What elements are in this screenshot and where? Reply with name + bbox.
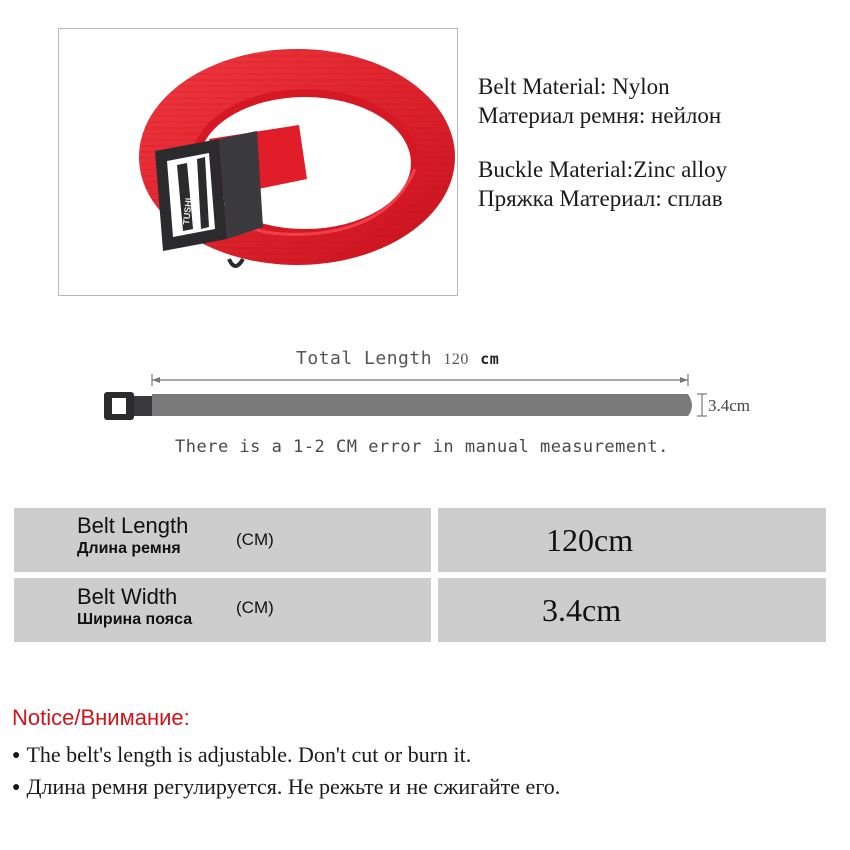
buckle-material-ru: Пряжка Материал: сплав — [478, 186, 723, 211]
spec-width-unit: (CM) — [236, 598, 274, 617]
buckle-material-en: Buckle Material:Zinc alloy — [478, 157, 728, 182]
width-measurement-label: 3.4cm — [708, 396, 751, 415]
belt-material-ru: Материал ремня: нейлон — [478, 103, 722, 128]
materials-info — [478, 72, 727, 213]
total-length-unit: cm — [480, 350, 500, 368]
spec-length-unit: (CM) — [236, 530, 274, 549]
measurement-error-note: There is a 1-2 CM error in manual measurement. — [175, 437, 669, 457]
diagram-buckle-icon — [104, 392, 152, 420]
total-length-label — [296, 348, 499, 369]
spec-length-label-cell — [14, 508, 431, 572]
spec-width-label-en: Belt Width — [77, 584, 178, 609]
notice-title: Notice/Внимание: — [12, 705, 190, 730]
spec-width-value: 3.4cm — [542, 592, 622, 628]
spec-width-label-ru: Ширина пояса — [77, 611, 193, 628]
total-length-value: 120 — [443, 351, 469, 368]
spec-length-value: 120cm — [546, 522, 634, 558]
total-length-text: Total Length — [296, 348, 433, 369]
belt-photo-illustration — [59, 29, 457, 295]
notice-text-ru: Длина ремня регулируется. Не режьте и не сжигайте его. — [26, 774, 561, 799]
bullet-icon: ● — [12, 748, 21, 763]
notice-line-ru — [12, 774, 560, 800]
spec-width-value-cell — [438, 578, 826, 642]
notice-line-en — [12, 742, 471, 768]
spec-length-label-ru: Длина ремня — [77, 540, 181, 557]
buckle-brand-text: TUSHI — [181, 197, 194, 226]
notice-text-en: The belt's length is adjustable. Don't cut or burn it. — [26, 742, 472, 767]
product-photo — [58, 28, 458, 296]
spec-width-label-cell — [14, 578, 431, 642]
bullet-icon: ● — [12, 780, 21, 795]
spec-length-label-en: Belt Length — [77, 513, 189, 538]
spec-length-value-cell — [438, 508, 826, 572]
diagram-belt-strap — [152, 394, 692, 416]
belt-material-en: Belt Material: Nylon — [478, 74, 670, 99]
